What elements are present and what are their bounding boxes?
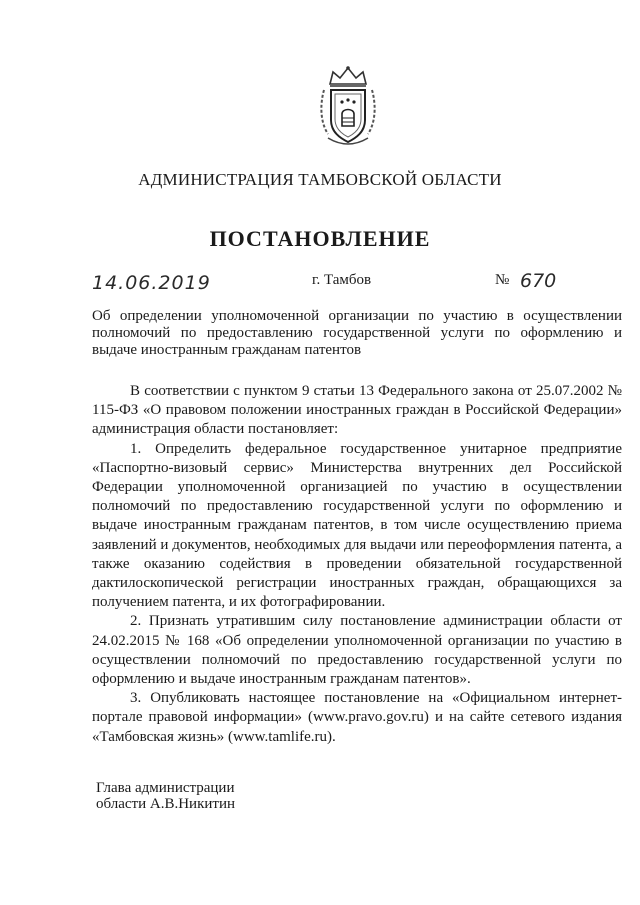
organization-name: АДМИНИСТРАЦИЯ ТАМБОВСКОЙ ОБЛАСТИ [138,170,502,189]
preamble-paragraph: В соответствии с пунктом 9 статьи 13 Федерального закона от 25.07.2002 № 115-ФЗ «О правовом положении иностранных граждан в Российской Федерации» администрация области постановляет: [92,383,622,438]
item-paragraph-3: 3. Опубликовать настоящее постановление на «Официальном интернет-портале правовой информации» (www.pravo.gov.ru) и на сайте сетевого издания «Тамбовская жизнь» (www.tamlife.ru). [92,690,622,745]
document-date: 14.06.2019 [92,272,211,294]
signature-block [96,780,235,812]
signature-name: области А.В.Никитин [96,796,236,812]
document-number: 670 [520,270,557,292]
tambov-coat-of-arms-icon [318,64,378,148]
number-sign: № [495,272,510,288]
item-paragraph-2: 2. Признать утратившим силу постановление администрации области от 24.02.2015 № 168 «Об определении уполномоченной организации по участию в осуществлении полномочий по предоставлению государственной услуги по оформлению и выдаче иностранным гражданам патентов». [92,613,622,688]
item-paragraph-1: 1. Определить федеральное государственное унитарное предприятие «Паспортно-визовый сервис» Министерства внутренних дел Российской Федерации уполномоченной организацией по участию в осуществлении полномочий по предоставлению государственной услуги по оформлению и выдаче иностранным гражданам патентов, в том числе осуществлению приема заявлений и документов, необходимых для выдачи или переоформления патента, а также оказанию содействия в проведении обязательной государственной дактилоскопической регистрации иностранных граждан, обращающихся за получением патента, и их фотографировании. [92,440,622,611]
document-title: Об определении уполномоченной организации по участию в осуществлении полномочий по предоставлению государственной услуги по оформлению и выдаче иностранным гражданам патентов [92,308,622,358]
signature-position: Глава администрации [96,780,235,796]
document-body [92,382,622,747]
document-city: г. Тамбов [312,272,372,288]
document-type-heading: ПОСТАНОВЛЕНИЕ [209,226,431,251]
